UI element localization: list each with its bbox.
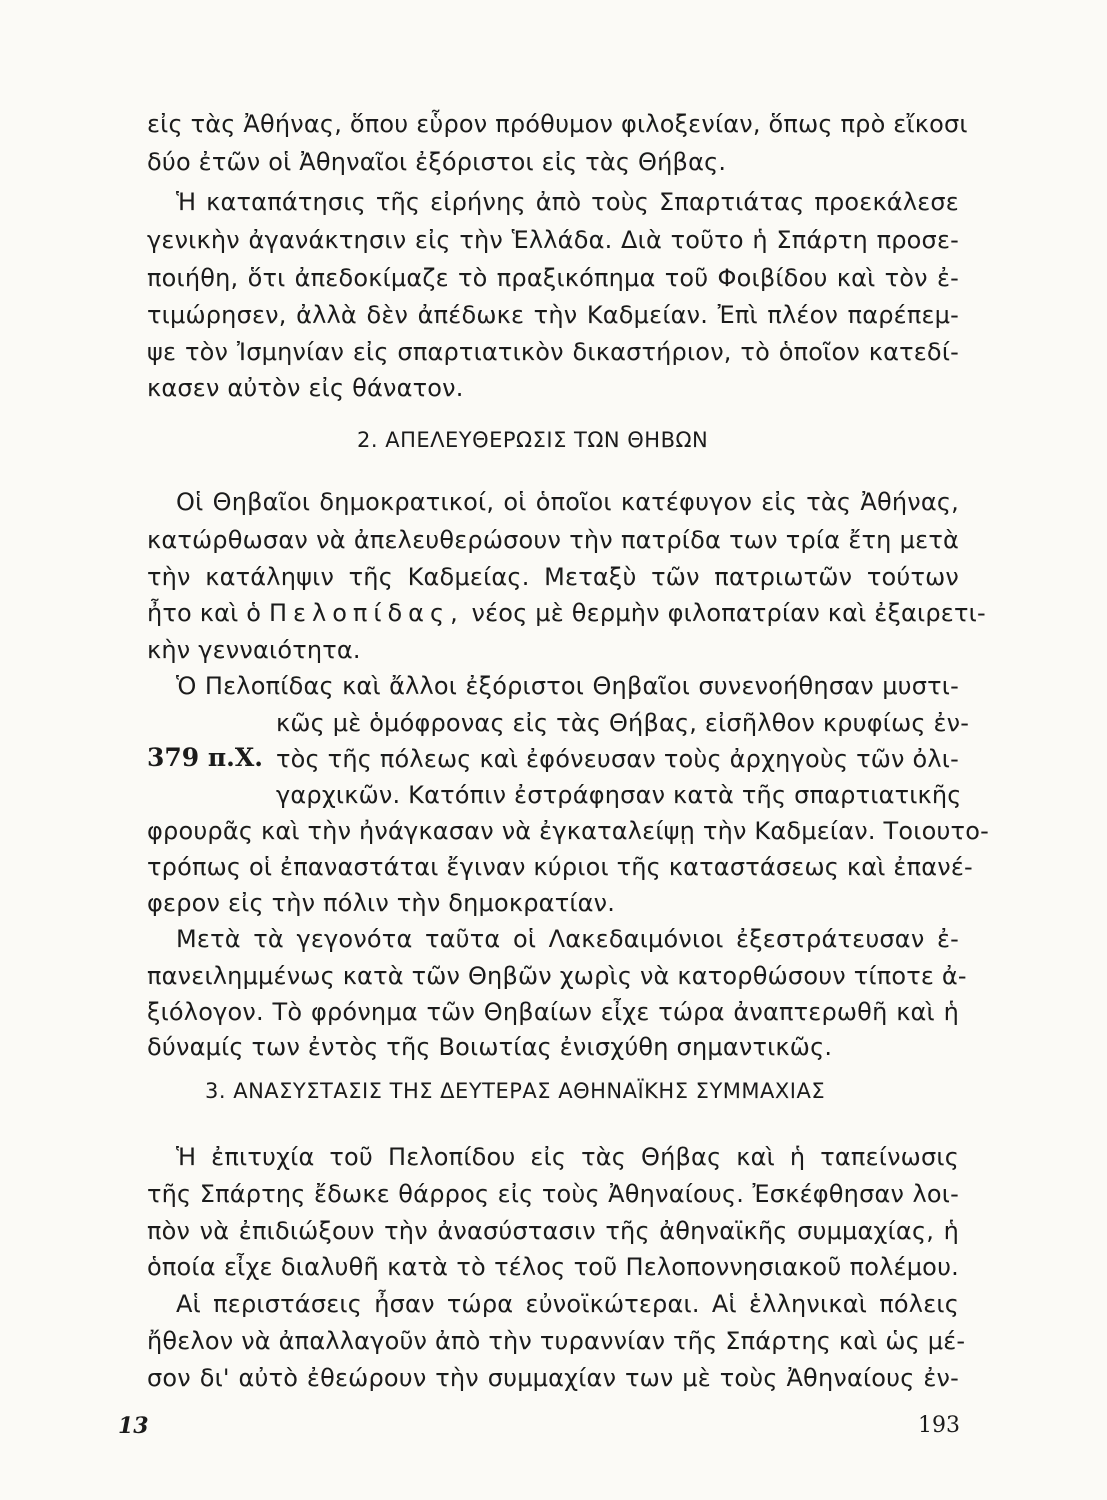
text-line: κὴν γενναιότητα. xyxy=(147,636,361,664)
text-line: γαρχικῶν. Κατόπιν ἐστράφησαν κατὰ τῆς σπαρτιατικῆς xyxy=(276,781,962,809)
printer-signature: 13 xyxy=(118,1413,149,1439)
text-line: ὁποία εἶχε διαλυθῆ κατὰ τὸ τέλος τοῦ Πελοποννησιακοῦ πολέμου. xyxy=(147,1253,959,1281)
text-line: γενικὴν ἀγανάκτησιν εἰς τὴν Ἑλλάδα. Διὰ τοῦτο ἡ Σπάρτη προσε- xyxy=(147,226,959,254)
text-segment: ἦτο καὶ ὁ xyxy=(147,599,269,627)
text-line: δύο ἐτῶν οἱ Ἀθηναῖοι ἐξόριστοι εἰς τὰς Θήβας. xyxy=(147,148,727,176)
text-line: τρόπως οἱ ἐπαναστάται ἔγιναν κύριοι τῆς καταστάσεως καὶ ἐπανέ- xyxy=(147,853,973,881)
text-line: Ἡ καταπάτησις τῆς εἰρήνης ἀπὸ τοὺς Σπαρτιάτας προεκάλεσε xyxy=(176,188,959,216)
text-line: εἰς τὰς Ἀθήνας, ὅπου εὗρον πρόθυμον φιλοξενίαν, ὅπως πρὸ εἴκοσι xyxy=(147,110,968,138)
text-line: κῶς μὲ ὁμόφρονας εἰς τὰς Θήβας, εἰσῆλθον κρυφίως ἐν- xyxy=(276,709,970,737)
text-line: ποιήθη, ὅτι ἀπεδοκίμαζε τὸ πραξικόπημα τοῦ Φοιβίδου καὶ τὸν ἐ- xyxy=(147,264,959,292)
text-line: τῆς Σπάρτης ἔδωκε θάρρος εἰς τοὺς Ἀθηναίους. Ἐσκέφθησαν λοι- xyxy=(147,1180,959,1208)
text-line: Μετὰ τὰ γεγονότα ταῦτα οἱ Λακεδαιμόνιοι ἐξεστράτευσαν ἐ- xyxy=(176,925,959,953)
text-line: Οἱ Θηβαῖοι δημοκρατικοί, οἱ ὁποῖοι κατέφυγον εἰς τὰς Ἀθήνας, xyxy=(176,488,959,516)
text-line: φρουρᾶς καὶ τὴν ἠνάγκασαν νὰ ἐγκαταλείψῃ τὴν Καδμείαν. Τοιουτο- xyxy=(147,817,989,845)
text-line xyxy=(147,597,986,629)
text-line: φερον εἰς τὴν πόλιν τὴν δημοκρατίαν. xyxy=(147,889,616,917)
text-line: τιμώρησεν, ἀλλὰ δὲν ἀπέδωκε τὴν Καδμείαν. Ἐπὶ πλέον παρέπεμ- xyxy=(147,301,959,329)
section-heading: 2. ΑΠΕΛΕΥΘΕΡΩΣΙΣ ΤΩΝ ΘΗΒΩΝ xyxy=(357,428,709,452)
page-number: 193 xyxy=(918,1413,960,1438)
text-line: ξιόλογον. Τὸ φρόνημα τῶν Θηβαίων εἶχε τώρα ἀναπτερωθῆ καὶ ἡ xyxy=(147,998,959,1026)
text-line: δύναμίς των ἐντὸς τῆς Βοιωτίας ἐνισχύθη σημαντικῶς. xyxy=(147,1033,833,1061)
margin-date: 379 π.Χ. xyxy=(147,743,263,772)
text-line: Αἱ περιστάσεις ἦσαν τώρα εὐνοϊκώτεραι. Αἱ ἑλληνικαὶ πόλεις xyxy=(176,1290,959,1318)
person-name: Πελοπίδας, xyxy=(269,599,464,627)
text-line: σον δι' αὐτὸ ἐθεώρουν τὴν συμμαχίαν των μὲ τοὺς Ἀθηναίους ἐν- xyxy=(147,1364,959,1392)
text-line: πὸν νὰ ἐπιδιώξουν τὴν ἀνασύστασιν τῆς ἀθηναϊκῆς συμμαχίας, ἡ xyxy=(147,1217,959,1245)
section-heading: 3. ΑΝΑΣΥΣΤΑΣΙΣ ΤΗΣ ΔΕΥΤΕΡΑΣ ΑΘΗΝΑΪΚΗΣ ΣΥΜΜΑΧΙΑΣ xyxy=(205,1079,826,1103)
text-line: κατώρθωσαν νὰ ἀπελευθερώσουν τὴν πατρίδα των τρία ἔτη μετὰ xyxy=(147,526,959,554)
text-line: ψε τὸν Ἰσμηνίαν εἰς σπαρτιατικὸν δικαστήριον, τὸ ὁποῖον κατεδί- xyxy=(147,338,959,366)
text-line: κασεν αὐτὸν εἰς θάνατον. xyxy=(147,374,464,402)
text-line: ἤθελον νὰ ἀπαλλαγοῦν ἀπὸ τὴν τυραννίαν τῆς Σπάρτης καὶ ὡς μέ- xyxy=(147,1327,966,1355)
text-line: τὸς τῆς πόλεως καὶ ἐφόνευσαν τοὺς ἀρχηγοὺς τῶν ὀλι- xyxy=(276,745,959,773)
text-line: πανειλημμένως κατὰ τῶν Θηβῶν χωρὶς νὰ κατορθώσουν τίποτε ἀ- xyxy=(147,962,967,990)
text-segment: νέος μὲ θερμὴν φιλοπατρίαν καὶ ἐξαιρετι- xyxy=(463,599,986,627)
text-line: Ἡ ἐπιτυχία τοῦ Πελοπίδου εἰς τὰς Θήβας καὶ ἡ ταπείνωσις xyxy=(176,1143,959,1171)
text-line: τὴν κατάληψιν τῆς Καδμείας. Μεταξὺ τῶν πατριωτῶν τούτων xyxy=(147,563,959,591)
text-line: Ὁ Πελοπίδας καὶ ἄλλοι ἐξόριστοι Θηβαῖοι συνενοήθησαν μυστι- xyxy=(176,672,959,700)
